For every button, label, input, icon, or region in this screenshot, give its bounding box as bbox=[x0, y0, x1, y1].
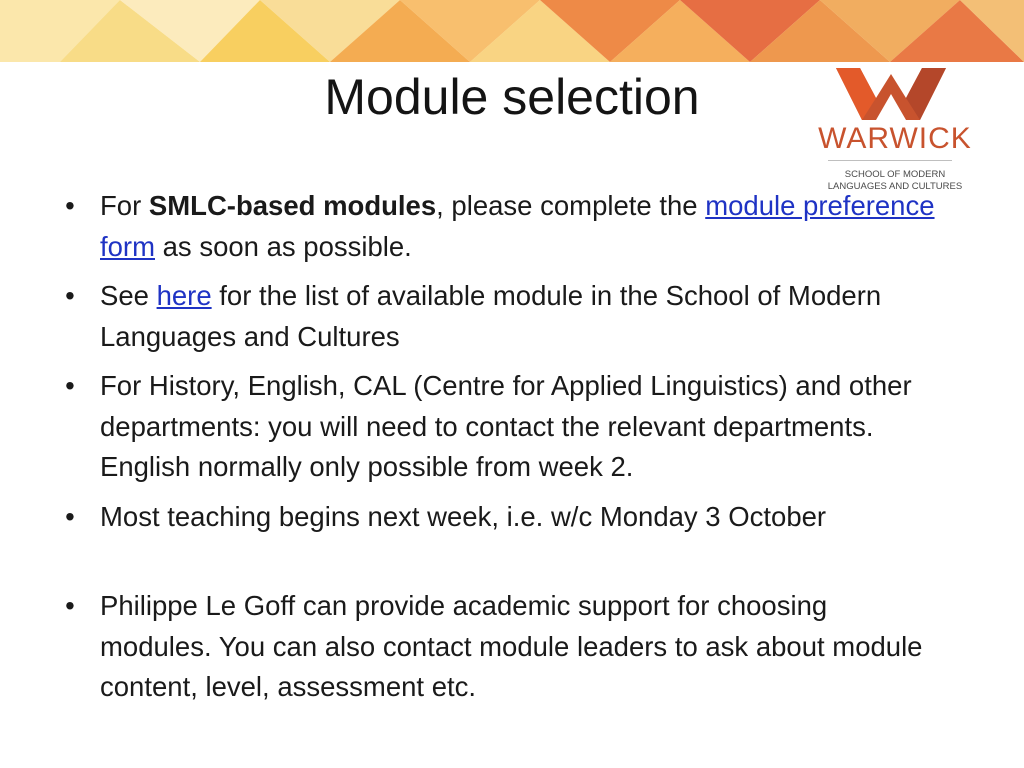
bullet-item bbox=[56, 186, 946, 267]
bullet-dot: • bbox=[65, 280, 75, 311]
bullet-item bbox=[56, 497, 946, 538]
bullet-list bbox=[56, 186, 946, 717]
bullet-text: Most teaching begins next week, i.e. w/c Monday 3 October bbox=[100, 500, 827, 532]
header-banner bbox=[0, 0, 1024, 62]
bullet-text: For bbox=[100, 190, 149, 221]
bullet-item bbox=[56, 276, 946, 357]
bullet-item bbox=[56, 366, 946, 488]
logo-subtitle-line1: SCHOOL OF MODERN bbox=[844, 169, 946, 180]
bullet-dot: • bbox=[65, 370, 75, 401]
bullet-text: Philippe Le Goff can provide academic support for choosing modules. You can also contact module leaders to ask about module content, level, assessment etc. bbox=[100, 590, 923, 702]
bullet-text: for the list of available module in the School of Modern Languages and Cultures bbox=[100, 280, 882, 352]
module-list-link[interactable]: here bbox=[156, 280, 212, 311]
bullet-item bbox=[56, 586, 946, 708]
banner-pattern bbox=[0, 0, 1024, 62]
logo-divider bbox=[828, 160, 952, 161]
slide-title: Module selection bbox=[324, 69, 700, 125]
module-preference-form-link[interactable]: module preference form bbox=[100, 190, 935, 262]
warwick-logo bbox=[812, 66, 978, 198]
bullet-text: , please complete the bbox=[436, 190, 706, 221]
bullet-dot: • bbox=[65, 500, 75, 532]
bullet-dot: • bbox=[65, 590, 75, 621]
bullet-text: See bbox=[100, 280, 157, 311]
bullet-text: as soon as possible. bbox=[155, 230, 412, 262]
bold-text: SMLC-based modules bbox=[148, 190, 437, 221]
logo-subtitle-line2: LANGUAGES AND CULTURES bbox=[827, 181, 963, 192]
logo-wordmark: WARWICK bbox=[818, 122, 972, 155]
bullet-dot: • bbox=[65, 190, 75, 221]
bullet-text: For History, English, CAL (Centre for Applied Linguistics) and other departments: you will need to contact the relevant departments. English normally only possible from week 2. bbox=[100, 370, 912, 482]
warwick-w-icon bbox=[836, 68, 946, 120]
